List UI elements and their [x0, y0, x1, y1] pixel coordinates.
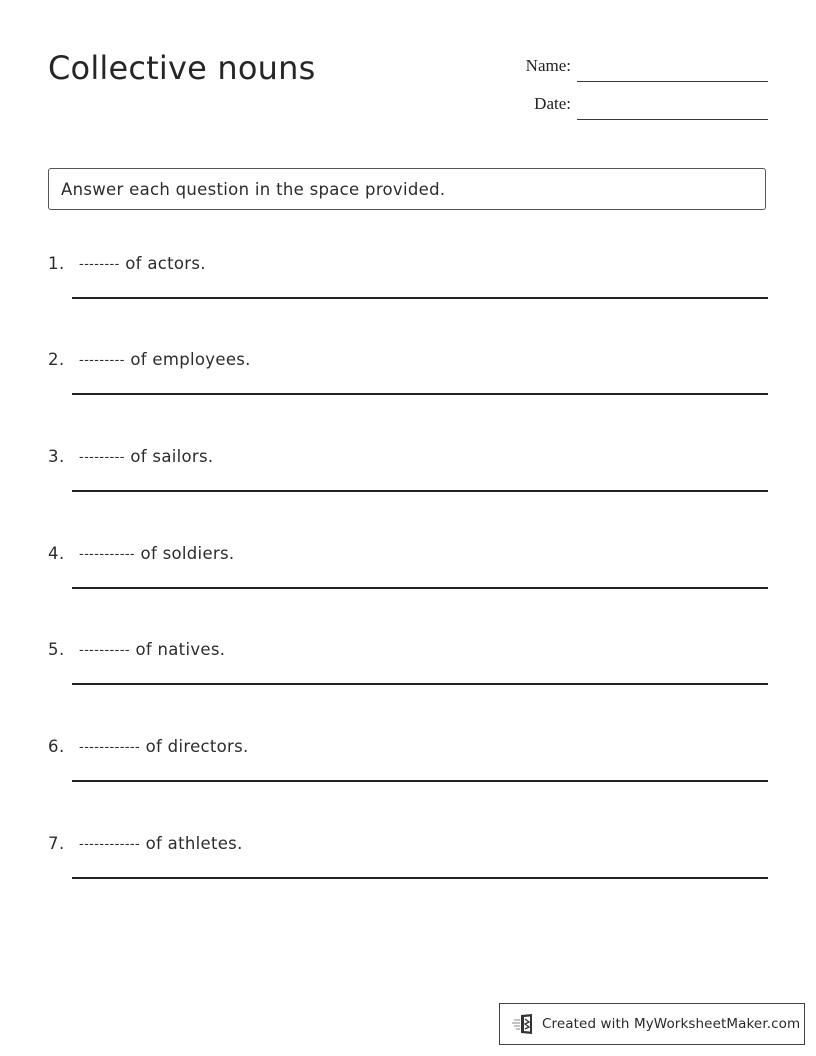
question-item [0, 833, 816, 923]
question-number: 7. [48, 834, 65, 853]
answer-line[interactable] [72, 683, 768, 685]
question-item [0, 446, 816, 536]
question-item [0, 349, 816, 439]
date-label: Date: [534, 94, 571, 113]
instructions-text: Answer each question in the space provided. [61, 179, 446, 199]
question-text [79, 349, 251, 373]
question-blank: --------- [79, 450, 125, 465]
question-number: 4. [48, 544, 65, 563]
name-blank-line[interactable] [577, 67, 768, 82]
question-item [0, 543, 816, 633]
question-blank: -------- [79, 257, 120, 272]
question-phrase: of employees. [124, 350, 251, 369]
question-phrase: of natives. [129, 640, 226, 659]
question-item [0, 736, 816, 826]
date-blank-line[interactable] [577, 105, 768, 120]
question-item [0, 253, 816, 343]
question-text [79, 736, 249, 760]
question-phrase: of sailors. [124, 447, 214, 466]
question-blank: ---------- [79, 643, 130, 658]
question-text [79, 639, 225, 663]
question-blank: --------- [79, 353, 125, 368]
question-blank: ----------- [79, 547, 136, 562]
answer-line[interactable] [72, 587, 768, 589]
question-number: 2. [48, 350, 65, 369]
question-text [79, 543, 234, 567]
question-number: 3. [48, 447, 65, 466]
question-item [0, 639, 816, 729]
footer-credit-badge[interactable] [499, 1003, 805, 1045]
answer-line[interactable] [72, 393, 768, 395]
instructions-box [48, 168, 766, 210]
question-phrase: of athletes. [140, 834, 243, 853]
answer-line[interactable] [72, 490, 768, 492]
name-field [505, 52, 768, 76]
question-text [79, 833, 243, 857]
question-number: 5. [48, 640, 65, 659]
footer-credit-text[interactable]: Created with MyWorksheetMaker.com [542, 1016, 801, 1032]
question-phrase: of soldiers. [135, 544, 235, 563]
question-number: 6. [48, 737, 65, 756]
name-label: Name: [525, 56, 571, 75]
worksheet-maker-logo-icon [512, 1012, 538, 1036]
question-blank: ------------ [79, 740, 141, 755]
question-phrase: of actors. [119, 254, 206, 273]
date-field [505, 90, 768, 114]
question-phrase: of directors. [140, 737, 249, 756]
question-number: 1. [48, 254, 65, 273]
answer-line[interactable] [72, 877, 768, 879]
question-text [79, 253, 206, 277]
question-blank: ------------ [79, 837, 141, 852]
answer-line[interactable] [72, 780, 768, 782]
worksheet-title: Collective nouns [48, 49, 316, 87]
answer-line[interactable] [72, 297, 768, 299]
question-text [79, 446, 213, 470]
